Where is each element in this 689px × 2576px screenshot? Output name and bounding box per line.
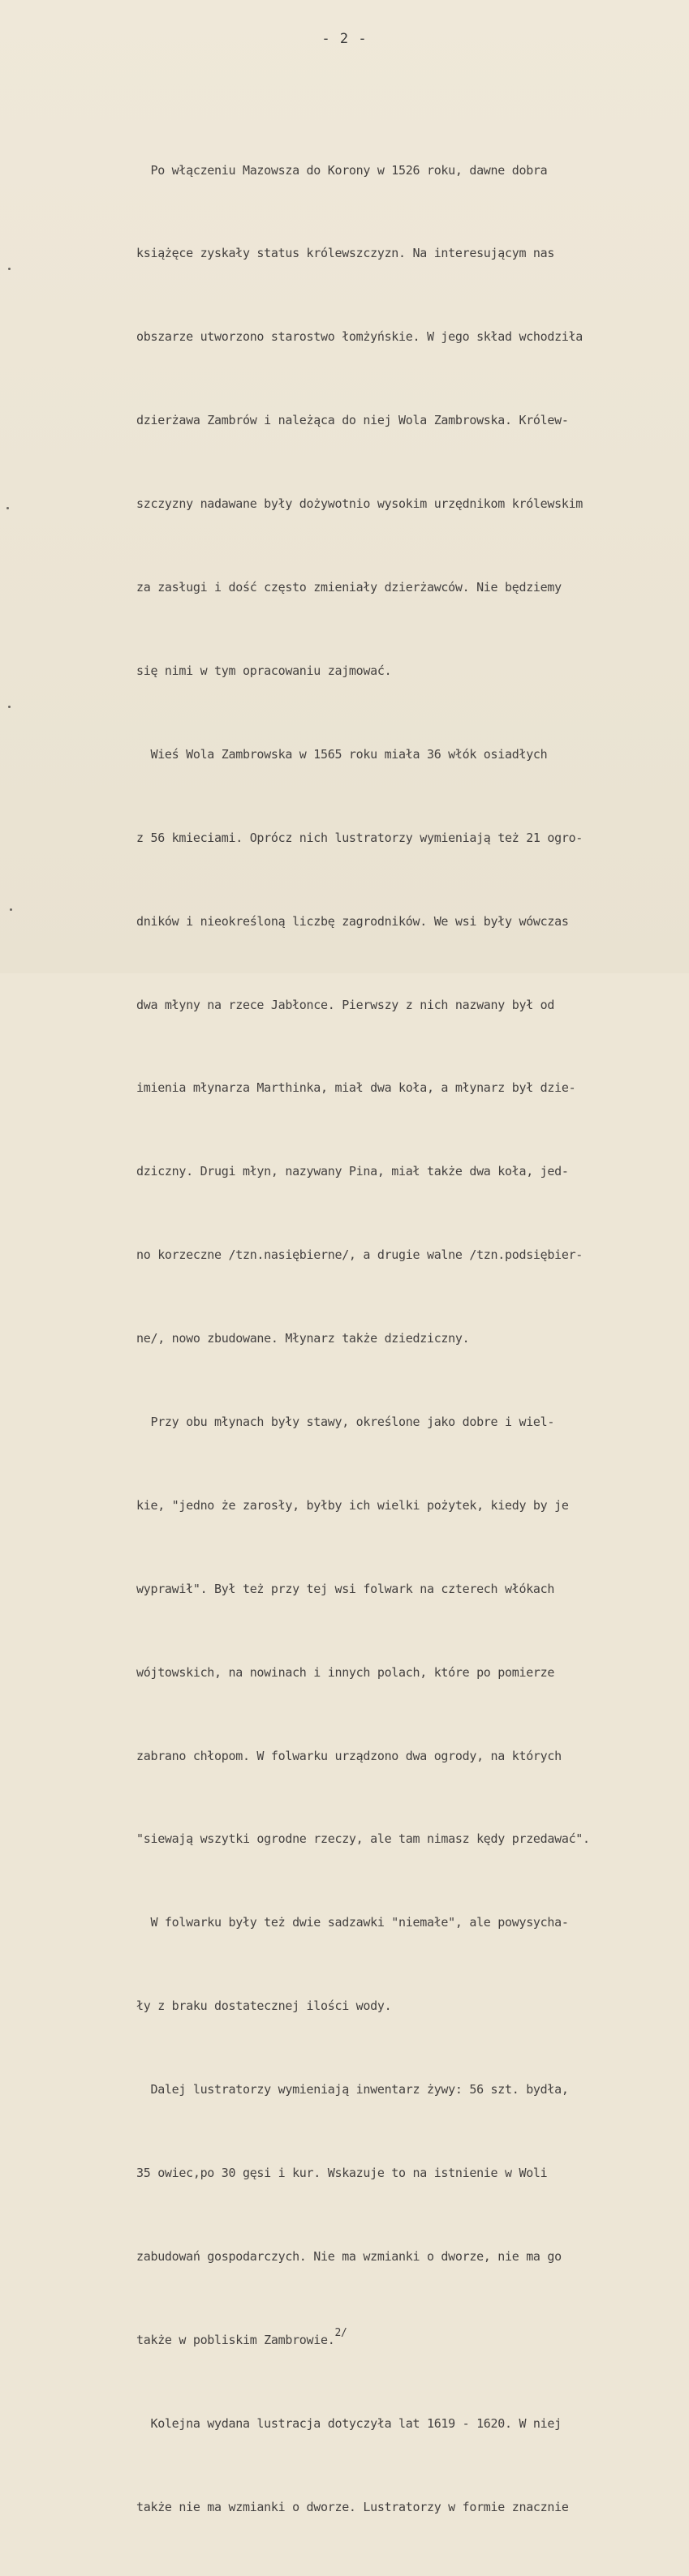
text-line-content: także w pobliskim Zambrowie. [136, 2332, 335, 2347]
text-line: W folwarku były też dwie sadzawki "niemałe", ale powysycha- [136, 1915, 569, 1930]
text-line: wójtowskich, na nowinach i innych polach, które po pomierze [136, 1664, 555, 1680]
text-line: wyprawił". Był też przy tej wsi folwark na czterech włókach [136, 1581, 555, 1596]
text-line: Przy obu młynach były stawy, określone jako dobre i wiel- [136, 1414, 555, 1429]
text-line: kie, "jedno że zarosły, byłby ich wielki pożytek, kiedy by je [136, 1497, 569, 1513]
margin-mark [8, 706, 11, 708]
text-line: Po włączeniu Mazowsza do Korony w 1526 roku, dawne dobra [136, 162, 548, 178]
text-line: ły z braku dostatecznej ilości wody. [136, 1999, 392, 2014]
text-line: dwa młyny na rzece Jabłonce. Pierwszy z nich nazwany był od [136, 997, 555, 1012]
text-line: książęce zyskały status królewszczyzn. Na interesującym nas [136, 246, 555, 261]
margin-mark [8, 268, 11, 270]
margin-mark [10, 908, 12, 911]
text-line-with-footnote [136, 2326, 688, 2354]
text-line: szczyzny nadawane były dożywotnio wysokim urzędnikom królewskim [136, 496, 583, 512]
text-line: z 56 kmieciami. Oprócz nich lustratorzy wymieniają też 21 ogro- [136, 830, 583, 845]
text-line: także nie ma wzmianki o dworze. Lustratorzy w formie znacznie [136, 2499, 569, 2514]
text-line: za zasługi i dość często zmieniały dzierżawców. Nie będziemy [136, 580, 562, 595]
text-line: Wieś Wola Zambrowska w 1565 roku miała 36 włók osiadłych [136, 746, 548, 762]
body-text [136, 101, 688, 2576]
text-line: no korzeczne /tzn.nasiębierne/, a drugie walne /tzn.podsiębier- [136, 1247, 583, 1263]
text-line: zabudowań gospodarczych. Nie ma wzmianki o dworze, nie ma go [136, 2248, 562, 2264]
text-line: Kolejna wydana lustracja dotyczyła lat 1619 - 1620. W niej [136, 2415, 562, 2431]
text-line: ne/, nowo zbudowane. Młynarz także dziedziczny. [136, 1331, 470, 1346]
page-number: - 2 - [321, 31, 368, 47]
text-line: zabrano chłopom. W folwarku urządzono dwa ogrody, na których [136, 1748, 562, 1763]
text-line: dników i nieokreśloną liczbę zagrodników. We wsi były wówczas [136, 913, 569, 929]
text-line: się nimi w tym opracowaniu zajmować. [136, 663, 392, 678]
text-line: imienia młynarza Marthinka, miał dwa koła, a młynarz był dzie- [136, 1080, 576, 1096]
text-line: 35 owiec,po 30 gęsi i kur. Wskazuje to na istnienie w Woli [136, 2165, 548, 2180]
text-line: Dalej lustratorzy wymieniają inwentarz żywy: 56 szt. bydła, [136, 2082, 569, 2097]
text-line: obszarze utworzono starostwo łomżyńskie. W jego skład wchodziła [136, 329, 583, 345]
margin-mark [6, 507, 9, 509]
text-line: "siewają wszytki ogrodne rzeczy, ale tam nimasz kędy przedawać". [136, 1831, 590, 1847]
footnote-reference: 2/ [334, 2326, 347, 2339]
text-line: dziczny. Drugi młyn, nazywany Pina, miał także dwa koła, jed- [136, 1164, 569, 1179]
text-line: dzierżawa Zambrów i należąca do niej Wola Zambrowska. Królew- [136, 413, 569, 428]
